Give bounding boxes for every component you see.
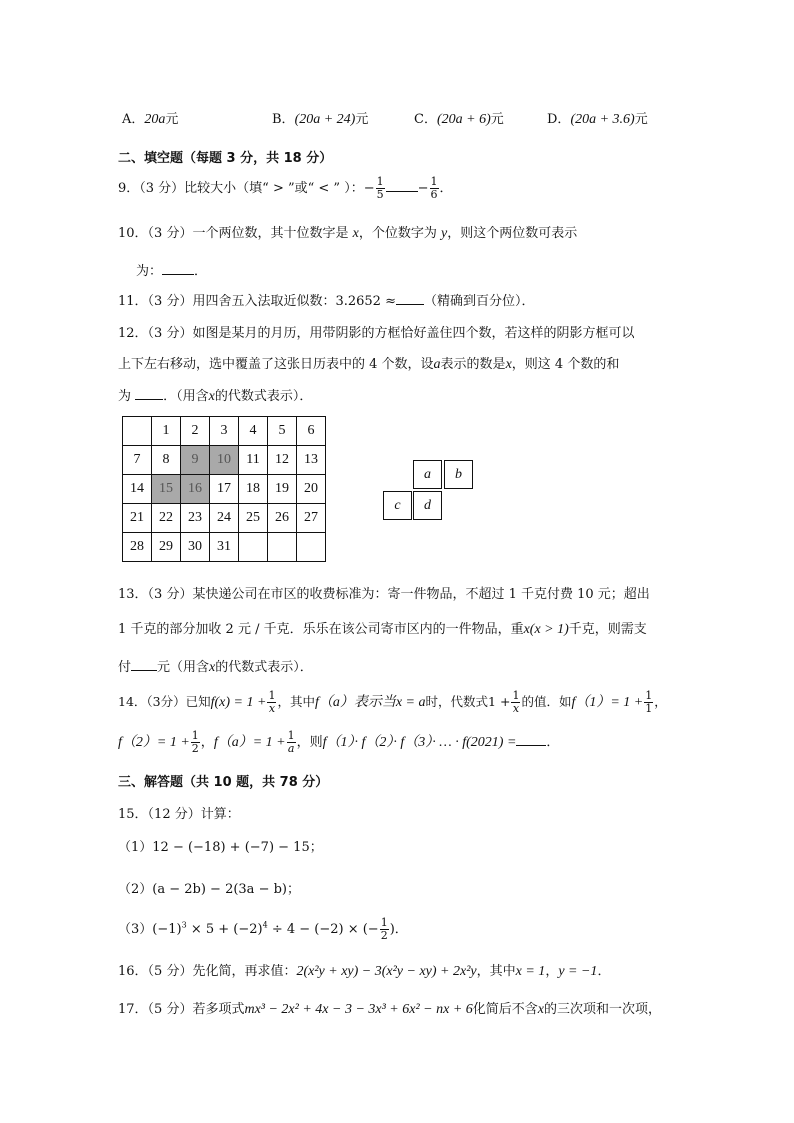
option-b: B．(20a + 24)元 — [272, 112, 369, 127]
calendar-cell: 17 — [210, 475, 239, 504]
answer-blank[interactable] — [386, 190, 418, 192]
shape-cell-c: c — [383, 491, 412, 520]
calendar-cell: 4 — [239, 417, 268, 446]
calendar-cell: 25 — [239, 504, 268, 533]
question-14-line2: f（2）= 1 + $\frac{1}{2}$ ，f（a）= 1 + $\frac{1}{a}$ ，则f（1）· f（2）· f（3）· … · f(2021) = ． — [118, 729, 560, 755]
calendar-cell: 6 — [297, 417, 326, 446]
calendar-cell: 5 — [268, 417, 297, 446]
calendar-cell: 31 — [210, 533, 239, 562]
answer-blank[interactable] — [516, 744, 546, 746]
calendar-cell: 28 — [123, 533, 152, 562]
calendar-row — [123, 504, 326, 533]
question-15-part1: （1）12 − (−18) + (−7) − 15； — [118, 840, 323, 855]
calendar-cell: 20 — [297, 475, 326, 504]
question-16: 16．（5 分）先化简，再求值：2(x²y + xy) − 3(x²y − xy) + 2x²y，其中x = 1，y = −1． — [118, 964, 611, 979]
calendar-cell: 2 — [181, 417, 210, 446]
fraction: $\frac{1}{1}$ — [645, 689, 653, 715]
fraction: $\frac{1}{2}$ — [380, 916, 388, 942]
fraction: $\frac{1}{x}$ — [268, 689, 276, 715]
question-13-line2: 1 千克的部分加收 2 元 / 千克．乐乐在该公司寄市区内的一件物品，重x(x > 1)千克，则需支 — [118, 622, 647, 637]
calendar-cell: 19 — [268, 475, 297, 504]
calendar-grid — [122, 416, 326, 562]
calendar-cell — [239, 533, 268, 562]
question-9: 9．（3 分）比较大小（填“ > ”或“ < ” ）：− $\frac{1}{5}$ − $\frac{1}{6}$ ． — [118, 175, 453, 201]
calendar-cell — [123, 417, 152, 446]
calendar-cell: 18 — [239, 475, 268, 504]
option-c: C．(20a + 6)元 — [414, 112, 504, 127]
question-10-line2: 为： ． — [136, 264, 208, 279]
section-3-title: 三、解答题（共 10 题，共 78 分） — [118, 775, 329, 790]
calendar-cell: 21 — [123, 504, 152, 533]
calendar-cell: 12 — [268, 446, 297, 475]
calendar-row — [123, 417, 326, 446]
calendar-cell: 15 — [152, 475, 181, 504]
calendar-cell: 9 — [181, 446, 210, 475]
question-12-line2: 上下左右移动，选中覆盖了这张日历表中的 4 个数，设a表示的数是x，则这 4 个数的和 — [118, 357, 620, 372]
calendar-cell: 16 — [181, 475, 210, 504]
question-13-line3: 付 元（用含x的代数式表示）． — [118, 660, 313, 675]
calendar-cell: 26 — [268, 504, 297, 533]
question-17: 17．（5 分）若多项式mx³ − 2x² + 4x − 3 − 3x³ + 6x² − nx + 6化简后不含x的三次项和一次项， — [118, 1002, 662, 1017]
section-2-title: 二、填空题（每题 3 分，共 18 分） — [118, 151, 333, 166]
fraction: $\frac{1}{6}$ — [430, 175, 438, 201]
calendar-cell: 29 — [152, 533, 181, 562]
shape-cell-b: b — [444, 460, 473, 489]
calendar-cell — [268, 533, 297, 562]
option-d: D．(20a + 3.6)元 — [547, 112, 648, 127]
fraction: $\frac{1}{x}$ — [512, 689, 520, 715]
question-11: 11．（3 分）用四舍五入法取近似数：3.2652 ≈ （精确到百分位）． — [118, 294, 535, 309]
calendar-row — [123, 475, 326, 504]
question-12-line3: 为 ．（用含x的代数式表示）． — [118, 389, 313, 404]
question-15-part3: $(3)(-1)^3 \times 5 + (-2)^4 \div 4 - (-2)$ × (− $\frac{1}{2}$ )． — [118, 916, 408, 942]
calendar-cell: 1 — [152, 417, 181, 446]
calendar-cell: 11 — [239, 446, 268, 475]
option-a: A．20a元 — [122, 112, 179, 127]
answer-blank[interactable] — [135, 398, 163, 400]
question-13-line1: 13．（3 分）某快递公司在市区的收费标准为：寄一件物品，不超过 1 千克付费 10 元；超出 — [118, 587, 650, 602]
calendar-cell: 23 — [181, 504, 210, 533]
calendar-cell — [297, 533, 326, 562]
calendar-cell: 30 — [181, 533, 210, 562]
calendar-row — [123, 533, 326, 562]
calendar-cell: 14 — [123, 475, 152, 504]
calendar-cell: 24 — [210, 504, 239, 533]
calendar-cell: 27 — [297, 504, 326, 533]
calendar-cell: 13 — [297, 446, 326, 475]
shape-cell-d: d — [413, 491, 442, 520]
calendar-row — [123, 446, 326, 475]
question-12-line1: 12．（3 分）如图是某月的月历，用带阴影的方框恰好盖住四个数，若这样的阴影方框可以 — [118, 326, 635, 341]
question-15-part2: （2）(a − 2b) − 2(3a − b)； — [118, 882, 300, 897]
question-10-line1: 10．（3 分）一个两位数，其十位数字是 x，个位数字为 y，则这个两位数可表示 — [118, 226, 578, 241]
answer-blank[interactable] — [162, 273, 194, 275]
calendar-cell: 8 — [152, 446, 181, 475]
calendar-cell: 3 — [210, 417, 239, 446]
answer-blank[interactable] — [396, 303, 424, 305]
question-15-head: 15．（12 分）计算： — [118, 807, 240, 822]
calendar-cell: 22 — [152, 504, 181, 533]
answer-blank[interactable] — [131, 669, 157, 671]
fraction: $\frac{1}{2}$ — [191, 729, 199, 755]
calendar-cell: 10 — [210, 446, 239, 475]
calendar-cell: 7 — [123, 446, 152, 475]
shape-cell-a: a — [413, 460, 442, 489]
fraction: $\frac{1}{5}$ — [376, 175, 384, 201]
question-14-line1: 14．（3分）已知f(x) = 1 + $\frac{1}{x}$ ，其中f（a）表示当x = a时，代数式1 + $\frac{1}{x}$ 的值．如f（1）= 1 + $\frac{1}{1}$ ， — [118, 689, 667, 715]
fraction: $\frac{1}{a}$ — [287, 729, 295, 755]
